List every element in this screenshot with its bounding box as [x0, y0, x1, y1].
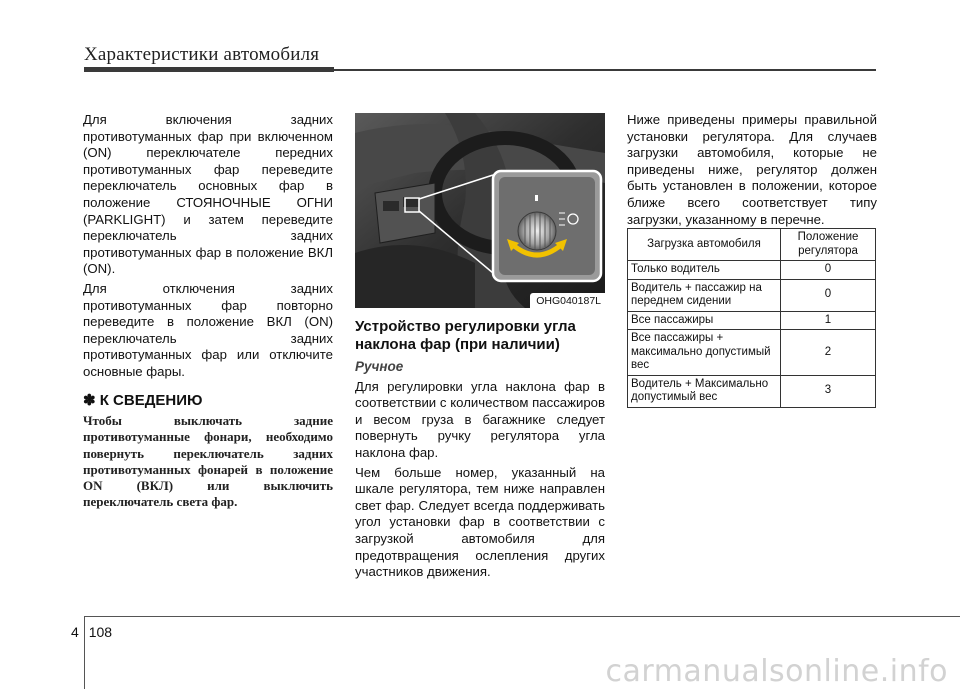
page-number-value: 108	[88, 624, 113, 640]
table-header-row	[628, 229, 876, 261]
headlight-leveling-figure	[355, 113, 605, 308]
table-row	[628, 279, 876, 311]
table-header-position: Положение регулятора	[781, 229, 876, 261]
load-position-table	[627, 228, 876, 408]
column-left	[83, 112, 333, 510]
leveling-scale-paragraph: Чем больше номер, указанный на шкале регулятора, тем ниже направлен свет фар. Следует всегда поддерживать угол установки фар в соответствии с загрузкой автомобиля для предотвращения ослепления других участников движения.	[355, 464, 605, 580]
figure-code: OHG040187L	[530, 293, 605, 308]
table-row	[628, 311, 876, 330]
examples-intro-paragraph: Ниже приведены примеры правильной установки регулятора. Для случаев загрузки автомобиля, которые не приведены ниже, регулятор должен быть установлен в положении, которое ближе всего соответствует типу загрузки, указанному в перечне.	[627, 112, 877, 227]
table-row	[628, 330, 876, 376]
page-number	[71, 624, 112, 640]
table-cell-load: Водитель + пассажир на переднем сидении	[628, 279, 781, 311]
footer-rule	[84, 616, 960, 617]
column-right	[627, 112, 877, 231]
watermark: carmanualsonline.info	[605, 654, 948, 689]
chapter-number: 4	[71, 624, 79, 640]
table-row	[628, 375, 876, 407]
header-title: Характеристики автомобиля	[84, 44, 320, 65]
table-row	[628, 261, 876, 280]
table-cell-load: Все пассажиры + максимально допустимый вес	[628, 330, 781, 376]
table-cell-load: Водитель + Максимально допустимый вес	[628, 375, 781, 407]
table-cell-position: 3	[781, 375, 876, 407]
table-cell-position: 0	[781, 261, 876, 280]
table-cell-position: 1	[781, 311, 876, 330]
header-rule-thin	[334, 69, 876, 71]
leveling-instruction-paragraph: Для регулировки угла наклона фар в соответствии с количеством пассажиров и весом груза в багажнике следует повернуть ручку регулятора угла наклона фар.	[355, 378, 605, 460]
table-cell-position: 0	[781, 279, 876, 311]
rear-fog-off-paragraph: Для отключения задних противотуманных фар повторно переведите в положение ВКЛ (ON) переключатель задних противотуманных фар или отключите основные фары.	[83, 280, 333, 379]
table-cell-load: Все пассажиры	[628, 311, 781, 330]
table-header-load: Загрузка автомобиля	[628, 229, 781, 261]
note-heading: ✽ К СВЕДЕНИЮ	[83, 391, 203, 409]
dashboard-illustration	[355, 113, 605, 308]
column-middle	[355, 318, 605, 584]
note-body: Чтобы выключать задние противотуманные фонари, необходимо повернуть переключатель задних противотуманных фонарей в положение ON (ВКЛ) или выключить переключатель света фар.	[83, 413, 333, 510]
subsection-title: Ручное	[355, 359, 404, 374]
header-rule-thick	[84, 67, 334, 72]
table-cell-load: Только водитель	[628, 261, 781, 280]
table-cell-position: 2	[781, 330, 876, 376]
rear-fog-on-paragraph: Для включения задних противотуманных фар при включенном (ON) переключателе передних противотуманных фар переведите переключатель основных фар в положение СТОЯНОЧНЫЕ ОГНИ (PARKLIGHT) и затем переведите переключатель задних противотуманных фар в положение ВКЛ (ON).	[83, 112, 333, 277]
section-title: Устройство регулировки угла наклона фар (при наличии)	[355, 318, 576, 353]
